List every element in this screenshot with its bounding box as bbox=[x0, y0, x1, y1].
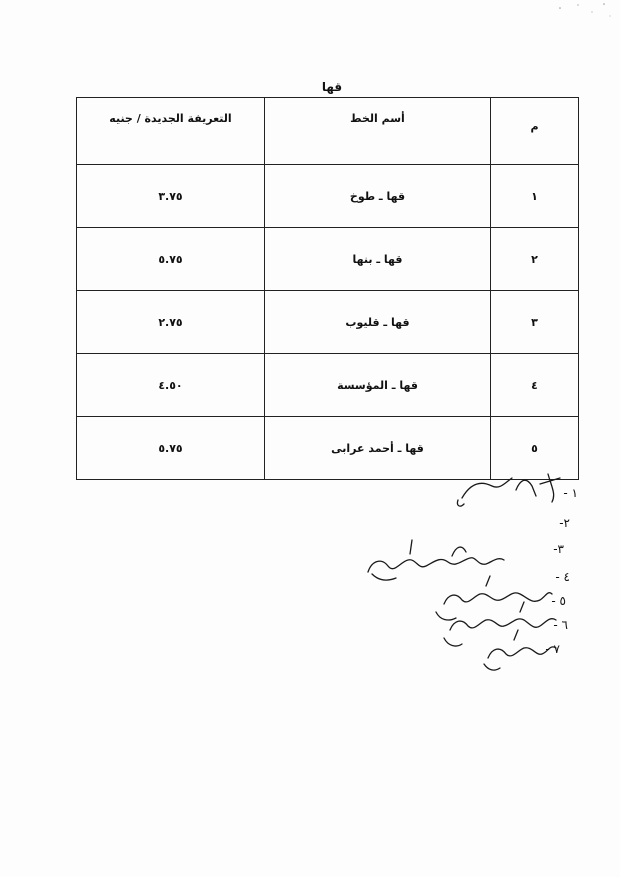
row-fare: ٥.٧٥ bbox=[77, 228, 265, 291]
table-row bbox=[77, 291, 579, 354]
header-number: م bbox=[491, 98, 579, 165]
row-line-name: قها ـ المؤسسة bbox=[265, 354, 491, 417]
row-line-name: قها ـ قليوب bbox=[265, 291, 491, 354]
list-item bbox=[400, 636, 590, 662]
row-number: ٥ bbox=[491, 417, 579, 480]
signature-number: ٥ - bbox=[551, 594, 566, 608]
table-row bbox=[77, 417, 579, 480]
signature-number: ١ - bbox=[563, 486, 578, 500]
row-fare: ٢.٧٥ bbox=[77, 291, 265, 354]
table-row bbox=[77, 228, 579, 291]
row-number: ٢ bbox=[491, 228, 579, 291]
row-fare: ٥.٧٥ bbox=[77, 417, 265, 480]
row-number: ٣ bbox=[491, 291, 579, 354]
signature-number: ٣- bbox=[553, 542, 564, 556]
signature-number: ٤ - bbox=[555, 570, 570, 584]
header-line-name: أسم الخط bbox=[265, 98, 491, 165]
signature-number: ٦ - bbox=[553, 618, 568, 632]
signature-list bbox=[400, 480, 590, 662]
list-item bbox=[400, 506, 590, 532]
table-row bbox=[77, 165, 579, 228]
row-fare: ٤.٥٠ bbox=[77, 354, 265, 417]
table-row bbox=[77, 354, 579, 417]
list-item bbox=[400, 584, 590, 610]
signature-number: ٢- bbox=[559, 516, 570, 530]
list-item bbox=[400, 532, 590, 558]
row-line-name: قها ـ طوخ bbox=[265, 165, 491, 228]
list-item bbox=[400, 480, 590, 506]
scan-noise-corner bbox=[500, 0, 620, 40]
row-line-name: قها ـ بنها bbox=[265, 228, 491, 291]
row-number: ١ bbox=[491, 165, 579, 228]
fare-table bbox=[76, 97, 579, 480]
header-new-fare: التعريفة الجديدة / جنيه bbox=[77, 98, 265, 165]
row-number: ٤ bbox=[491, 354, 579, 417]
list-item bbox=[400, 610, 590, 636]
list-item bbox=[400, 558, 590, 584]
row-line-name: قها ـ أحمد عرابى bbox=[265, 417, 491, 480]
signature-number: ٧ - bbox=[545, 642, 560, 656]
table-header-row bbox=[77, 98, 579, 165]
table-caption: قها bbox=[321, 80, 343, 94]
row-fare: ٣.٧٥ bbox=[77, 165, 265, 228]
